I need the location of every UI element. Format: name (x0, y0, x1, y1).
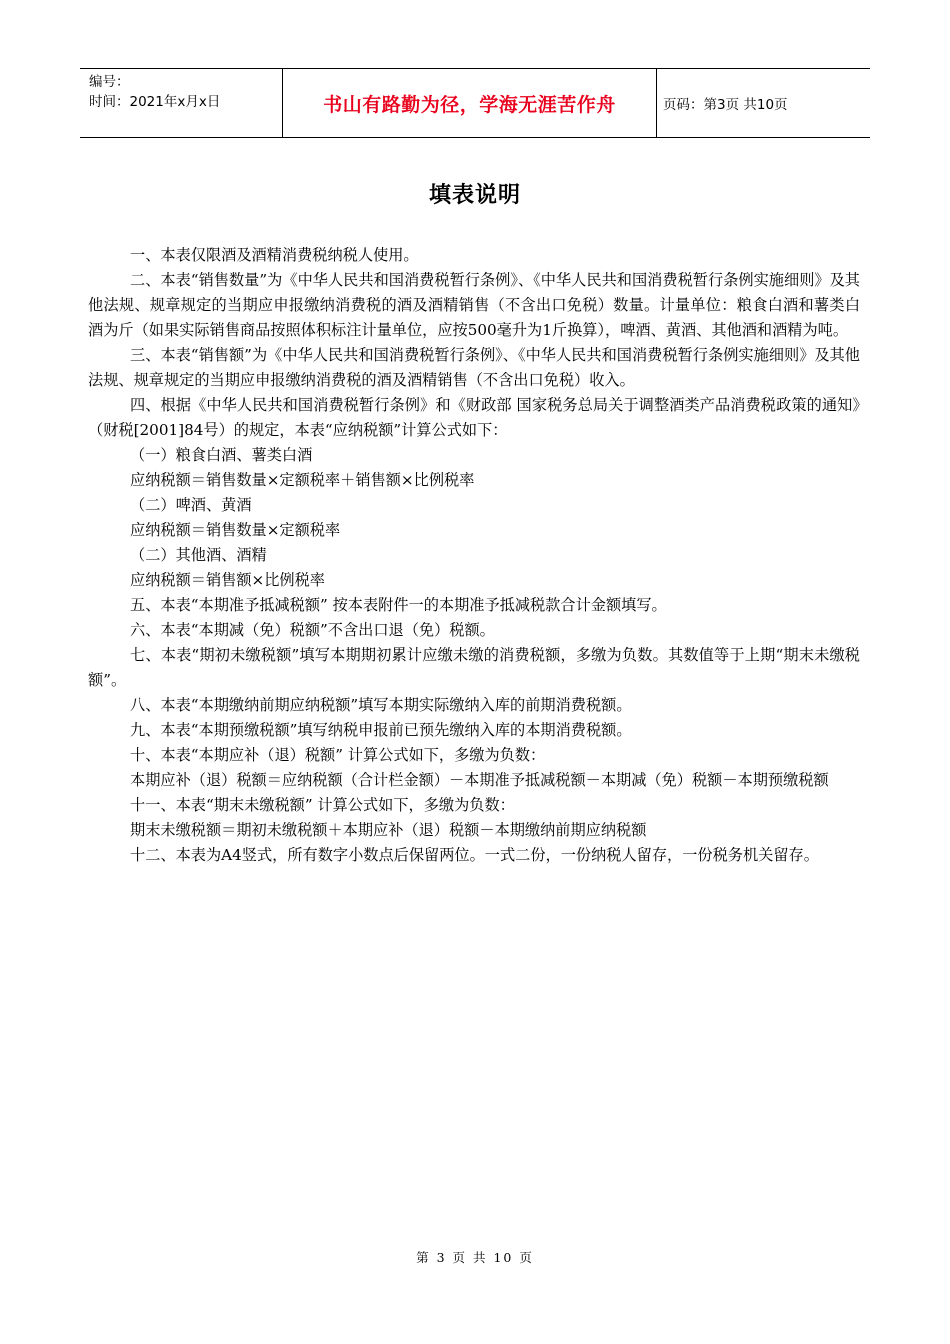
page-header (80, 68, 870, 138)
document-time-label: 时间：2021年x月x日 (89, 94, 221, 110)
paragraph: 七、本表“期初未缴税额”填写本期期初累计应缴未缴的消费税额，多缴为负数。其数值等于上期“期末未缴税额”。 (88, 646, 860, 689)
paragraph: 九、本表“本期预缴税额”填写纳税申报前已预先缴纳入库的本期消费税额。 (130, 721, 632, 739)
document-body (88, 243, 860, 868)
paragraph: 三、本表“销售额”为《中华人民共和国消费税暂行条例》、《中华人民共和国消费税暂行条例实施细则》及其他法规、规章规定的当期应申报缴纳消费税的酒及酒精销售（不含出口免税）收入。 (88, 346, 860, 389)
paragraph-formula: 应纳税额＝销售数量×定额税率 (130, 521, 341, 539)
paragraph: 四、根据《中华人民共和国消费税暂行条例》和《财政部 国家税务总局关于调整酒类产品消费税政策的通知》（财税[2001]84号）的规定，本表“应纳税额”计算公式如下： (88, 396, 860, 439)
paragraph: 五、本表“本期准予抵减税额” 按本表附件一的本期准予抵减税款合计金额填写。 (130, 596, 667, 614)
paragraph: 十、本表“本期应补（退）税额” 计算公式如下，多缴为负数： (130, 746, 546, 764)
document-number-label: 编号： (89, 74, 130, 90)
header-meta (80, 69, 282, 137)
paragraph: 十一、本表“期末未缴税额” 计算公式如下，多缴为负数： (130, 796, 515, 814)
document-title: 填表说明 (428, 183, 521, 208)
paragraph: 八、本表“本期缴纳前期应纳税额”填写本期实际缴纳入库的前期消费税额。 (130, 696, 632, 714)
paragraph-formula: 期末未缴税额＝期初未缴税额＋本期应补（退）税额－本期缴纳前期应纳税额 (130, 821, 647, 839)
paragraph-subheading: （二）啤酒、黄酒 (130, 496, 252, 514)
paragraph-formula: 应纳税额＝销售数量×定额税率＋销售额×比例税率 (130, 471, 475, 489)
paragraph-subheading: （二）其他酒、酒精 (130, 546, 267, 564)
header-page-number: 页码：第3页 共10页 (663, 97, 788, 113)
paragraph: 十二、本表为A4竖式，所有数字小数点后保留两位。一式二份，一份纳税人留存，一份税务机关留存。 (130, 846, 819, 864)
page-footer: 第 3 页 共 10 页 (416, 1250, 534, 1265)
paragraph: 六、本表“本期减（免）税额”不含出口退（免）税额。 (130, 621, 495, 639)
header-motto: 书山有路勤为径，学海无涯苦作舟 (282, 69, 657, 137)
paragraph: 二、本表“销售数量”为《中华人民共和国消费税暂行条例》、《中华人民共和国消费税暂行条例实施细则》及其他法规、规章规定的当期应申报缴纳消费税的酒及酒精销售（不含出口免税）数量。计量单位：粮食白酒和薯类白酒为斤（如果实际销售商品按照体积标注计量单位，应按500毫升为1斤换算），啤酒、黄酒、其他酒和酒精为吨。 (88, 271, 860, 339)
paragraph: 一、本表仅限酒及酒精消费税纳税人使用。 (130, 246, 419, 264)
paragraph-subheading: （一）粮食白酒、薯类白酒 (130, 446, 313, 464)
paragraph-formula: 本期应补（退）税额＝应纳税额（合计栏金额）－本期准予抵减税额－本期减（免）税额－本期预缴税额 (130, 771, 829, 789)
paragraph-formula: 应纳税额＝销售额×比例税率 (130, 571, 325, 589)
